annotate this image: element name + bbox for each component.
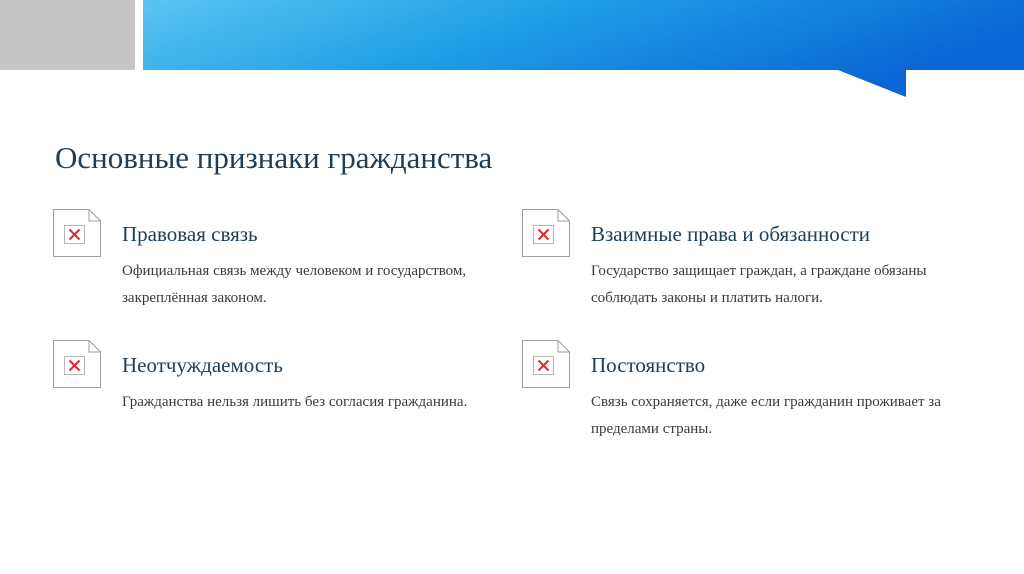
broken-image-icon — [52, 208, 102, 258]
feature-title: Постоянство — [591, 353, 706, 377]
broken-image-icon — [52, 339, 102, 389]
header-banner — [0, 0, 1024, 100]
feature-description: Связь сохраняется, даже если гражданин проживает за пределами страны. — [591, 394, 941, 437]
feature-title: Правовая связь — [122, 222, 258, 246]
feature-description: Официальная связь между человеком и государством, закреплённая законом. — [122, 263, 467, 306]
feature-title: Неотчуждаемость — [122, 353, 283, 377]
feature-title: Взаимные права и обязанности — [591, 222, 870, 246]
feature-description: Государство защищает граждан, а граждане обязаны соблюдать законы и платить налоги. — [591, 263, 927, 306]
broken-image-icon — [521, 339, 571, 389]
slide-title: Основные признаки гражданства — [55, 140, 493, 175]
feature-description: Гражданства нельзя лишить без согласия гражданина. — [122, 394, 468, 410]
broken-image-icon — [521, 208, 571, 258]
